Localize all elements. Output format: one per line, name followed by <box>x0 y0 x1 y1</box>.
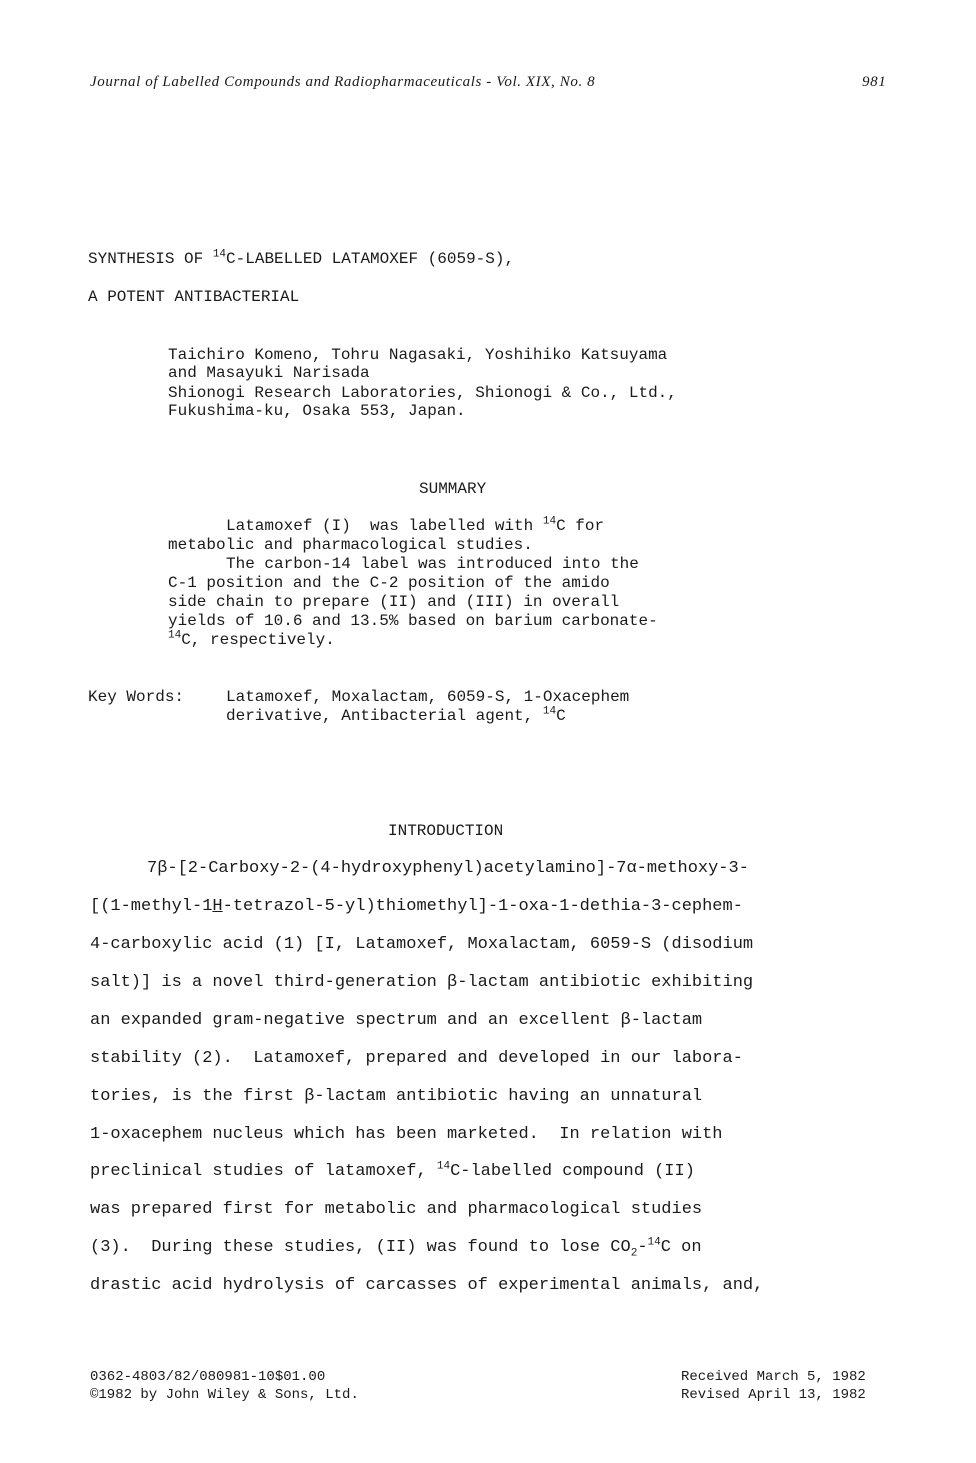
summary-line-4: C-1 position and the C-2 position of the amido <box>168 574 610 592</box>
footer-received: Received March 5, 1982 <box>681 1369 866 1385</box>
intro-line-7: tories, is the first β-lactam antibiotic having an unnatural <box>90 1087 703 1106</box>
intro-line-6: stability (2). Latamoxef, prepared and developed in our labora- <box>90 1049 743 1068</box>
title-superscript: 14 <box>212 248 227 261</box>
affiliation-line-2: Fukushima-ku, Osaka 553, Japan. <box>168 402 466 420</box>
title-text-b: C-LABELLED LATAMOXEF (6059-S), <box>226 250 515 268</box>
footer-copyright: ©1982 by John Wiley & Sons, Ltd. <box>90 1387 359 1403</box>
summary-l7-text: C, respectively. <box>181 631 335 649</box>
intro-line-8: 1-oxacephem nucleus which has been marketed. In relation with <box>90 1125 723 1144</box>
authors-line-2: and Masayuki Narisada <box>168 364 370 382</box>
intro-line-11 <box>90 1236 702 1260</box>
keywords-label: Key Words: <box>88 688 185 706</box>
intro-l11-subscript: 2 <box>630 1247 638 1260</box>
summary-line-7 <box>168 631 335 649</box>
page-number: 981 <box>862 74 887 90</box>
summary-l7-superscript: 14 <box>168 629 182 642</box>
keywords-line-2 <box>226 707 566 725</box>
introduction-heading: INTRODUCTION <box>388 822 504 840</box>
intro-l11-dash: - <box>637 1238 648 1257</box>
summary-heading: SUMMARY <box>419 480 487 498</box>
intro-line-2 <box>90 897 743 916</box>
intro-line-9 <box>90 1162 695 1181</box>
intro-line-4: salt)] is a novel third-generation β-lactam antibiotic exhibiting <box>90 973 754 992</box>
intro-l11-a: (3). During these studies, (II) was found to lose CO <box>90 1238 631 1257</box>
intro-line-5: an expanded gram-negative spectrum and an excellent β-lactam <box>90 1011 703 1030</box>
intro-l2-b: -tetrazol-5-yl)thiomethyl]-1-oxa-1-dethia-3-cephem- <box>222 897 743 916</box>
intro-line-12: drastic acid hydrolysis of carcasses of experimental animals, and, <box>90 1276 764 1295</box>
summary-l1-a: Latamoxef (I) was labelled with <box>226 517 543 535</box>
intro-line-10: was prepared first for metabolic and pharmacological studies <box>90 1200 703 1219</box>
intro-l9-a: preclinical studies of latamoxef, <box>90 1162 437 1181</box>
keywords-l2-superscript: 14 <box>542 705 557 718</box>
title-line-1 <box>88 250 514 268</box>
footer-code: 0362-4803/82/080981-10$01.00 <box>90 1369 326 1385</box>
keywords-line-1: Latamoxef, Moxalactam, 6059-S, 1-Oxacephem <box>226 688 630 706</box>
title-line-2: A POTENT ANTIBACTERIAL <box>88 288 300 306</box>
footer-revised: Revised April 13, 1982 <box>681 1387 866 1403</box>
authors-line-1: Taichiro Komeno, Tohru Nagasaki, Yoshihiko Katsuyama <box>168 346 668 364</box>
title-text-a: SYNTHESIS OF <box>88 250 213 268</box>
summary-line-3: The carbon-14 label was introduced into the <box>226 555 639 573</box>
intro-l11-b: C on <box>660 1238 702 1257</box>
summary-line-2: metabolic and pharmacological studies. <box>168 536 533 554</box>
intro-line-3: 4-carboxylic acid (1) [I, Latamoxef, Moxalactam, 6059-S (disodium <box>90 935 754 954</box>
intro-l2-underlined: H <box>212 897 223 916</box>
intro-l11-superscript: 14 <box>647 1236 661 1249</box>
intro-l2-a: [(1-methyl-1 <box>90 897 213 916</box>
summary-line-5: side chain to prepare (II) and (III) in overall <box>168 593 620 611</box>
keywords-l2-a: derivative, Antibacterial agent, <box>226 707 543 725</box>
summary-line-6: yields of 10.6 and 13.5% based on barium carbonate- <box>168 612 658 630</box>
running-header-journal: Journal of Labelled Compounds and Radiopharmaceuticals - Vol. XIX, No. 8 <box>90 74 596 90</box>
affiliation-line-1: Shionogi Research Laboratories, Shionogi & Co., Ltd., <box>168 384 677 402</box>
keywords-l2-b: C <box>556 707 566 725</box>
intro-l9-superscript: 14 <box>436 1160 451 1173</box>
summary-l1-b: C for <box>556 517 605 535</box>
intro-l9-b: C-labelled compound (II) <box>450 1162 695 1181</box>
intro-line-1: 7β-[2-Carboxy-2-(4-hydroxyphenyl)acetylamino]-7α-methoxy-3- <box>147 859 749 878</box>
summary-l1-superscript: 14 <box>542 515 557 528</box>
summary-line-1 <box>226 517 604 535</box>
